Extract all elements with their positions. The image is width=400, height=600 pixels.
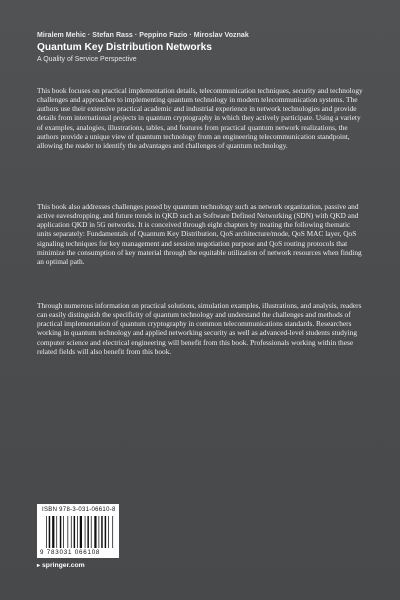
book-subtitle: A Quality of Service Perspective <box>37 56 137 63</box>
isbn-label: ISBN 978-3-031-06610-8 <box>42 507 116 513</box>
blurb-paragraph-1: This book focuses on practical implementation details, telecommunication techniques, security and technology challenges and approaches to implementing quantum technology in modern telecommunication systems. The authors use their extensive practical academic and industrial experience in network technologies and provide details from international projects in quantum cryptography in which they actively participate. Using a variety of examples, analogies, illustrations, tables, and features from practical quantum network realizations, the authors provide a unique view of quantum technology from an engineering telecommunication standpoint, allowing the reader to identify the advantages and challenges of quantum technology. <box>37 86 363 150</box>
ean-digits: 9 783031 066108 <box>40 549 101 556</box>
blurb-paragraph-2: This book also addresses challenges posed by quantum technology such as network organization, passive and active eavesdropping, and future trends in QKD such as Software Defined Networking (SDN) with QKD and application QKD in 5G networks. It is conceived through eight chapters by treating the following thematic units separately: Fundamentals of Quantum Key Distribution, QoS architecture/mode, QoS MAC layer, QoS signaling techniques for key management and session negotiation purpose and QoS routing protocols that minimize the consumption of key material through the equitable utilization of network resources when finding an optimal path. <box>37 202 362 266</box>
author-list: Miralem Mehic · Stefan Rass · Peppino Fazio · Miroslav Voznak <box>37 32 249 39</box>
arrow-icon: ▸ <box>37 562 41 569</box>
barcode-panel <box>37 504 119 558</box>
blurb-paragraph-3: Through numerous information on practical solutions, simulation examples, illustrations, and analysis, readers can easily distinguish the specificity of quantum technology and understand the challenges and methods of practical implementation of quantum cryptography in common telecommunications standards. Researchers working in quantum technology and applied networking security as well as advanced-level students studying computer science and electrical engineering will benefit from this book. Professionals working within these related fields will also benefit from this book. <box>37 301 362 356</box>
publisher-url: springer.com <box>42 562 85 569</box>
publisher-link[interactable] <box>37 562 85 569</box>
book-title: Quantum Key Distribution Networks <box>37 42 212 53</box>
barcode-icon <box>46 516 114 548</box>
